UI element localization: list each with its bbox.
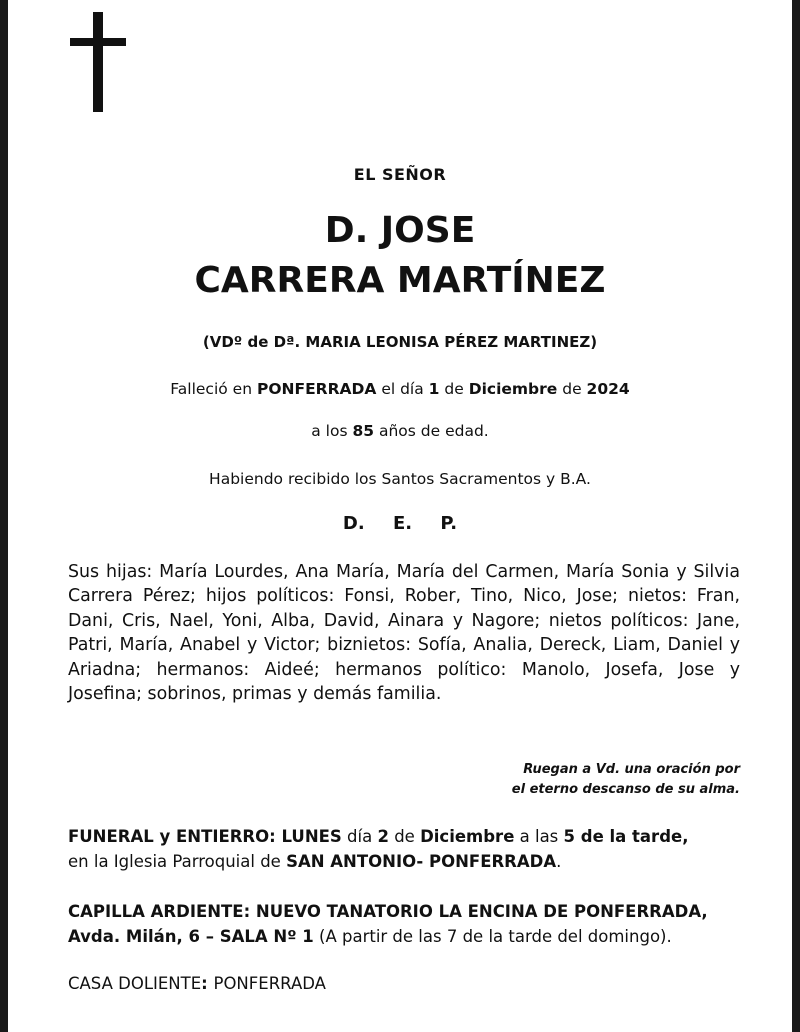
mourning-house-label: CASA DOLIENTE xyxy=(68,974,202,993)
prayer-line-1: Ruegan a Vd. una oración por xyxy=(523,762,740,777)
chapel-place: NUEVO TANATORIO LA ENCINA DE PONFERRADA, xyxy=(255,902,708,921)
latin-cross-icon xyxy=(68,12,128,112)
prayer-line-2: el eterno descanso de su alma. xyxy=(511,782,740,797)
chapel-address: Avda. Milán, 6 – SALA Nº 1 xyxy=(68,927,314,946)
chapel-info: CAPILLA ARDIENTE: NUEVO TANATORIO LA ENCINA DE PONFERRADA, Avda. Milán, 6 – SALA Nº 1 (A partir de las 7 de la tarde del domingo). xyxy=(68,902,708,946)
death-statement: Falleció en PONFERRADA el día 1 de Diciembre de 2024 xyxy=(170,380,630,398)
prayer-request xyxy=(512,760,740,800)
widow-of: (VDº de Dª. MARIA LEONISA PÉREZ MARTINEZ) xyxy=(202,333,598,351)
chapel-label: CAPILLA ARDIENTE xyxy=(68,902,244,921)
rip-initials: D. E. P. xyxy=(342,513,458,534)
funeral-label: FUNERAL y ENTIERRO: LUNES xyxy=(68,827,342,846)
honorific: EL SEÑOR xyxy=(353,165,447,184)
chapel-note: (A partir de las 7 de la tarde del domingo). xyxy=(313,927,672,946)
mourning-house-place: PONFERRADA xyxy=(213,974,326,993)
funeral-church: SAN ANTONIO- PONFERRADA xyxy=(286,852,557,871)
age-statement: a los 85 años de edad. xyxy=(311,422,489,440)
death-day: 1 xyxy=(428,380,440,398)
death-place: PONFERRADA xyxy=(256,380,377,398)
funeral-month: Diciembre xyxy=(420,827,515,846)
funeral-day: 2 xyxy=(377,827,389,846)
death-year: 2024 xyxy=(586,380,630,398)
sacraments-statement: Habiendo recibido los Santos Sacramentos y B.A. xyxy=(209,470,591,488)
age-value: 85 xyxy=(352,422,375,440)
death-month: Diciembre xyxy=(468,380,558,398)
deceased-name-first: D. JOSE xyxy=(324,210,476,251)
family-list: Sus hijas: María Lourdes, Ana María, María del Carmen, María Sonia y Silvia Carrera Pérez; hijos políticos: Fonsi, Rober, Tino, Nico, Jose; nietos: Fran, Dani, Cris, Nael, Yoni, Alba, David, Ainara y Nagore; nietos políticos: Jane, Patri, María, Anabel y Victor; biznietos: Sofía, Analia, Dereck, Liam, Daniel y Ariadna; hermanos: Aideé; hermanos político: Manolo, Josefa, Jose y Josefina; sobrinos, primas y demás familia. xyxy=(68,562,740,705)
mourning-house: CASA DOLIENTE: PONFERRADA xyxy=(68,974,326,993)
funeral-time: 5 de la tarde, xyxy=(563,827,689,846)
deceased-name-surnames: CARRERA MARTÍNEZ xyxy=(194,260,606,301)
funeral-info: FUNERAL y ENTIERRO: LUNES día 2 de Diciembre a las 5 de la tarde, en la Iglesia Parroquial de SAN ANTONIO- PONFERRADA. xyxy=(68,827,689,871)
